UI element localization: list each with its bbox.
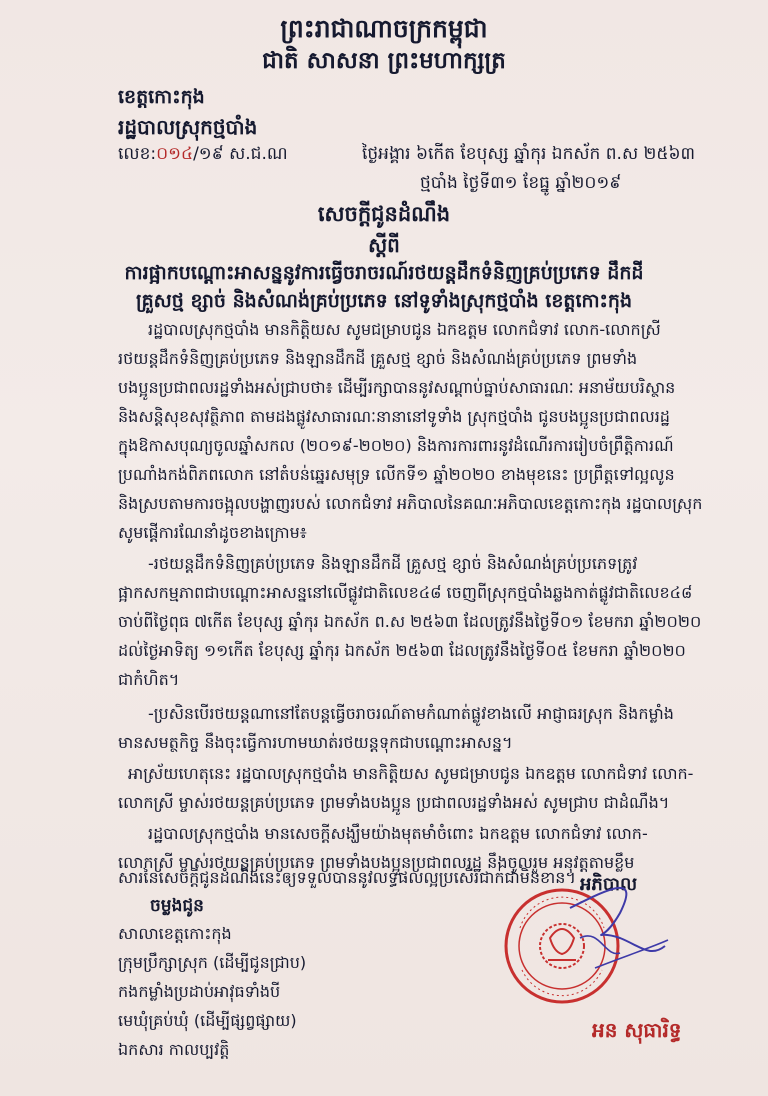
body-line: លោកស្រី ម្ចាស់រថយន្តគ្រប់ប្រភេទ ព្រមទាំងបងប្អូនប្រជាពលរដ្ឋ នឹងចូលរួម អនុវត្តតាមខ្លឹម <box>118 853 635 872</box>
body-line: បងប្អូនប្រជាពលរដ្ឋទាំងអស់ជ្រាបថា៖ ដើម្បីរក្សាបាននូវសណ្តាប់ធ្នាប់សាធារណៈ អនាម័យបរិស្ថាន <box>118 378 676 397</box>
body-line: សូមផ្តើការណែនាំដូចខាងក្រោម៖ <box>118 523 307 542</box>
body-line: រថយន្តដឹកទំនិញគ្រប់ប្រភេទ និងឡានដឹកដី គ្រួសថ្ម ខ្សាច់ និងសំណង់គ្រប់ប្រភេទ ព្រមទាំង <box>118 349 638 368</box>
body-line: សារនៃសេចក្តីជូនដំណឹងនេះឲ្យទទួលបាននូវលទ្ធផលល្អប្រសើរជាក់ជាមិនខាន។ <box>118 868 576 887</box>
official-seal-stamp <box>500 868 670 1028</box>
body-line: និងសន្តិសុខសុវត្ថិភាព តាមដងផ្លូវសាធារណៈនានានៅទូទាំង ស្រុកថ្មបាំង ជូនបងប្អូនប្រជាពលរដ្ឋ <box>118 407 670 426</box>
signatory-title: អភិបាល <box>580 874 638 895</box>
body-line: -រថយន្តដឹកទំនិញគ្រប់ប្រភេទ និងឡានដឹកដី គ្រួសថ្ម ខ្សាច់ និងសំណង់គ្រប់ប្រភេទត្រូវ <box>148 554 638 573</box>
body-line: ដល់ថ្ងៃអាទិត្យ ១១កើត ខែបុស្ស ឆ្នាំកុរ ឯកស័ក ២៥៦៣ ដែលត្រូវនឹងថ្ងៃទី០៥ ខែមករា ឆ្នាំ២០២០ <box>118 641 686 660</box>
reference-number <box>118 146 288 163</box>
seal-circle <box>506 890 618 1002</box>
province-name: ខេត្តកោះកុង <box>118 86 205 108</box>
body-line: ប្រណាំងកង់ពិភពលោក នៅតំបន់ឆ្នេរសមុទ្រ លើកទី១ ឆ្នាំ២០២០ ខាងមុខនេះ ប្រព្រឹត្តទៅល្អលូន <box>118 465 675 484</box>
cc-item: សាលាខេត្តកោះកុង <box>118 924 232 943</box>
body-line: ក្នុងឱកាសបុណ្យចូលឆ្នាំសកល (២០១៩-២០២០) និងការការពារនូវដំណើរការរៀបចំព្រឹត្តិការណ៍ <box>118 436 674 455</box>
solar-date: ថ្មបាំង ថ្ងៃទី៣១ ខែធ្នូ ឆ្នាំ២០១៩ <box>420 173 622 193</box>
signatory-name: អន សុធារិទ្ធ <box>592 1018 682 1042</box>
body-line: ជាកំហិត។ <box>118 670 180 689</box>
body-line: និងស្របតាមការចង្អុលបង្ហាញរបស់ លោកជំទាវ អភិបាលនៃគណៈអភិបាលខេត្តកោះកុង រដ្ឋបាលស្រុក <box>118 494 703 513</box>
subject-line-1: ការផ្អាកបណ្តោះអាសន្ននូវការធ្វើចរាចរណ៍រថយន្តដឹកទំនិញគ្រប់ប្រភេទ ដឹកដី <box>124 262 644 284</box>
lunar-date: ថ្ងៃអង្គារ ៦កើត ខែបុស្ស ឆ្នាំកុរ ឯកស័ក ព.ស ២៥៦៣ <box>362 144 696 164</box>
cc-item: ក្រុមប្រឹក្សាស្រុក (ដើម្បីជូនជ្រាប) <box>118 953 307 972</box>
reference-handwritten-number: ០១៤ <box>156 144 194 164</box>
cc-item: មេឃុំគ្រប់ឃុំ (ដើម្បីផ្សព្វផ្សាយ) <box>118 1011 297 1030</box>
district-name: រដ្ឋបាលស្រុកថ្មបាំង <box>118 115 258 139</box>
body-line: អាស្រ័យហេតុនេះ រដ្ឋបាលស្រុកថ្មបាំង មានកិត្តិយស សូមជម្រាបជូន ឯកឧត្តម លោកជំទាវ លោក- <box>128 764 694 783</box>
body-line: លោកស្រី ម្ចាស់រថយន្តគ្រប់ប្រភេទ ព្រមទាំងបងប្អូន ប្រជាពលរដ្ឋទាំងអស់ សូមជ្រាប ជាដំណឹង។ <box>118 793 670 812</box>
body-line: ផ្អាកសកម្មភាពជាបណ្តោះអាសន្ននៅលើផ្លូវជាតិលេខ៤៨ ចេញពីស្រុកថ្មបាំងឆ្លងកាត់ផ្លូវជាតិលេខ៤៨ <box>118 583 693 602</box>
body-line: មានសមត្ថកិច្ច នឹងចុះធ្វើការហាមឃាត់រថយន្តទុកជាបណ្តោះអាសន្ន។ <box>118 733 513 752</box>
reference-prefix: លេខ: <box>118 144 157 164</box>
body-line: -ប្រសិនបើរថយន្តណានៅតែបន្តធ្វើចរាចរណ៍តាមកំណាត់ផ្លូវខាងលើ អាជ្ញាធរស្រុក និងកម្លាំង <box>148 704 674 723</box>
title-about: ស្តីពី <box>368 233 400 257</box>
cc-title: ចម្លងជូន <box>150 896 204 916</box>
reference-suffix: /១៩ ស.ជ.ណ <box>193 144 288 164</box>
subject-line-2: គ្រួសថ្ម ខ្សាច់ និងសំណង់គ្រប់ប្រភេទ នៅទូទាំងស្រុកថ្មបាំង ខេត្តកោះកុង <box>135 290 633 312</box>
kingdom-heading: ព្រះរាជាណាចក្រកម្ពុជា <box>280 14 488 43</box>
body-line: រដ្ឋបាលស្រុកថ្មបាំង មានសេចក្តីសង្ឃឹមយ៉ាងមុតមាំចំពោះ ឯកឧត្តម លោកជំទាវ លោក- <box>148 824 648 843</box>
handwritten-signature <box>570 888 668 968</box>
national-motto: ជាតិ សាសនា ព្រះមហាក្សត្រ <box>262 48 506 74</box>
cc-item: ឯកសារ កាលប្បវត្តិ <box>118 1040 230 1059</box>
document-title: សេចក្តីជូនដំណឹង <box>317 202 451 226</box>
body-line: រដ្ឋបាលស្រុកថ្មបាំង មានកិត្តិយស សូមជម្រាបជូន ឯកឧត្តម លោកជំទាវ លោក-លោកស្រី <box>148 320 661 339</box>
body-line: ចាប់ពីថ្ងៃពុធ ៧កើត ខែបុស្ស ឆ្នាំកុរ ឯកស័ក ព.ស ២៥៦៣ ដែលត្រូវនឹងថ្ងៃទី០១ ខែមករា ឆ្នាំ២០២០ <box>118 612 702 631</box>
cc-item: កងកម្លាំងប្រដាប់អាវុធទាំងបី <box>118 982 281 1001</box>
